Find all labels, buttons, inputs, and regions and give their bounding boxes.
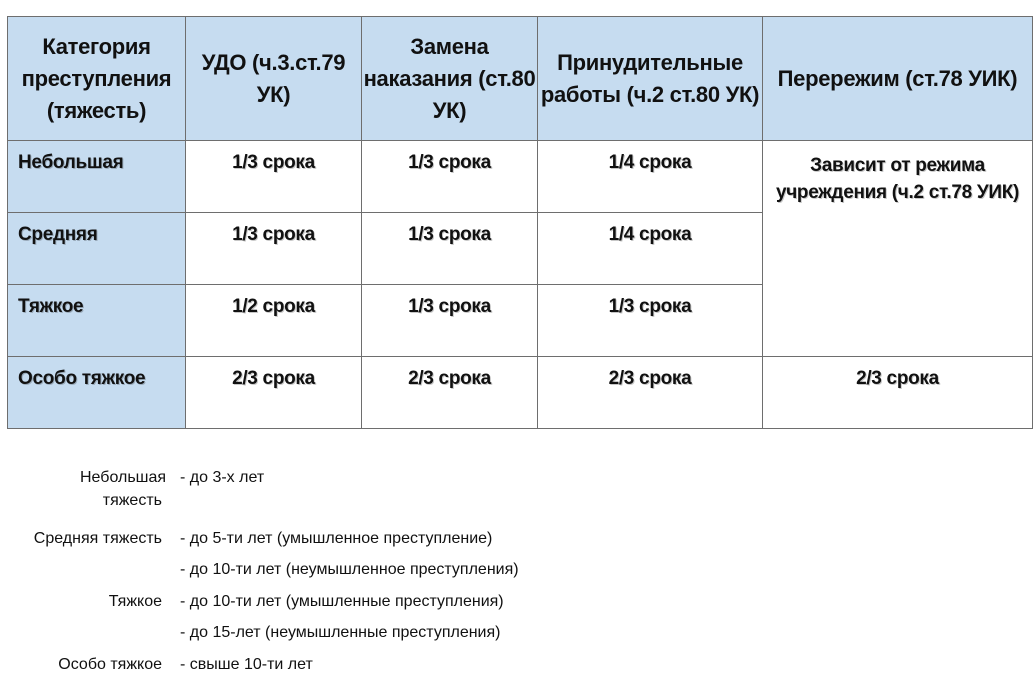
cell-prinud: 1/4 срока <box>538 213 763 285</box>
table-row <box>8 357 1033 429</box>
legend-line: - до 15-лет (неумышленные преступления) <box>180 624 501 641</box>
legend-term: Особо тяжкое <box>58 656 162 673</box>
row-category: Небольшая <box>8 141 186 213</box>
legend-term: Тяжкое <box>108 593 162 610</box>
legend-item <box>0 653 1036 676</box>
header-prinud: Принудительные работы (ч.2 ст.80 УК) <box>538 17 763 141</box>
header-category: Категория преступления (тяжесть) <box>8 17 186 141</box>
legend-item <box>0 466 1036 512</box>
legend-line: - до 3-х лет <box>180 469 265 486</box>
legend-item <box>0 590 1036 644</box>
cell-zamena: 1/3 срока <box>362 141 538 213</box>
cell-perezhim: 2/3 срока <box>763 357 1033 429</box>
cell-zamena: 2/3 срока <box>362 357 538 429</box>
cell-udo: 2/3 срока <box>186 357 362 429</box>
cell-prinud: 1/4 срока <box>538 141 763 213</box>
cell-prinud: 1/3 срока <box>538 285 763 357</box>
legend-description <box>180 466 264 512</box>
legend-term: Небольшая тяжесть <box>80 469 167 509</box>
cell-udo: 1/3 срока <box>186 213 362 285</box>
header-row <box>8 17 1033 141</box>
legend-line: - свыше 10-ти лет <box>180 656 313 673</box>
legend-description <box>180 653 313 676</box>
row-category: Тяжкое <box>8 285 186 357</box>
legend-line: - до 10-ти лет (неумышленное преступления) <box>180 561 519 578</box>
cell-udo: 1/3 срока <box>186 141 362 213</box>
legend-line: - до 10-ти лет (умышленные преступления) <box>180 593 504 610</box>
severity-legend <box>0 466 1036 676</box>
row-category: Особо тяжкое <box>8 357 186 429</box>
table-row <box>8 141 1033 213</box>
legend-term: Средняя тяжесть <box>33 530 162 547</box>
header-zamena: Замена наказания (ст.80 УК) <box>362 17 538 141</box>
cell-zamena: 1/3 срока <box>362 285 538 357</box>
sentencing-table <box>7 16 1033 429</box>
legend-line: - до 5-ти лет (умышленное преступление) <box>180 530 493 547</box>
legend-description <box>180 590 504 644</box>
cell-prinud: 2/3 срока <box>538 357 763 429</box>
row-category: Средняя <box>8 213 186 285</box>
cell-perezhim-merged: Зависит от режима учреждения (ч.2 ст.78 УИК) <box>763 141 1033 357</box>
legend-description <box>180 527 519 581</box>
cell-udo: 1/2 срока <box>186 285 362 357</box>
header-udo: УДО (ч.3.ст.79 УК) <box>186 17 362 141</box>
cell-zamena: 1/3 срока <box>362 213 538 285</box>
header-perezhim: Перережим (ст.78 УИК) <box>763 17 1033 141</box>
legend-item <box>0 527 1036 581</box>
